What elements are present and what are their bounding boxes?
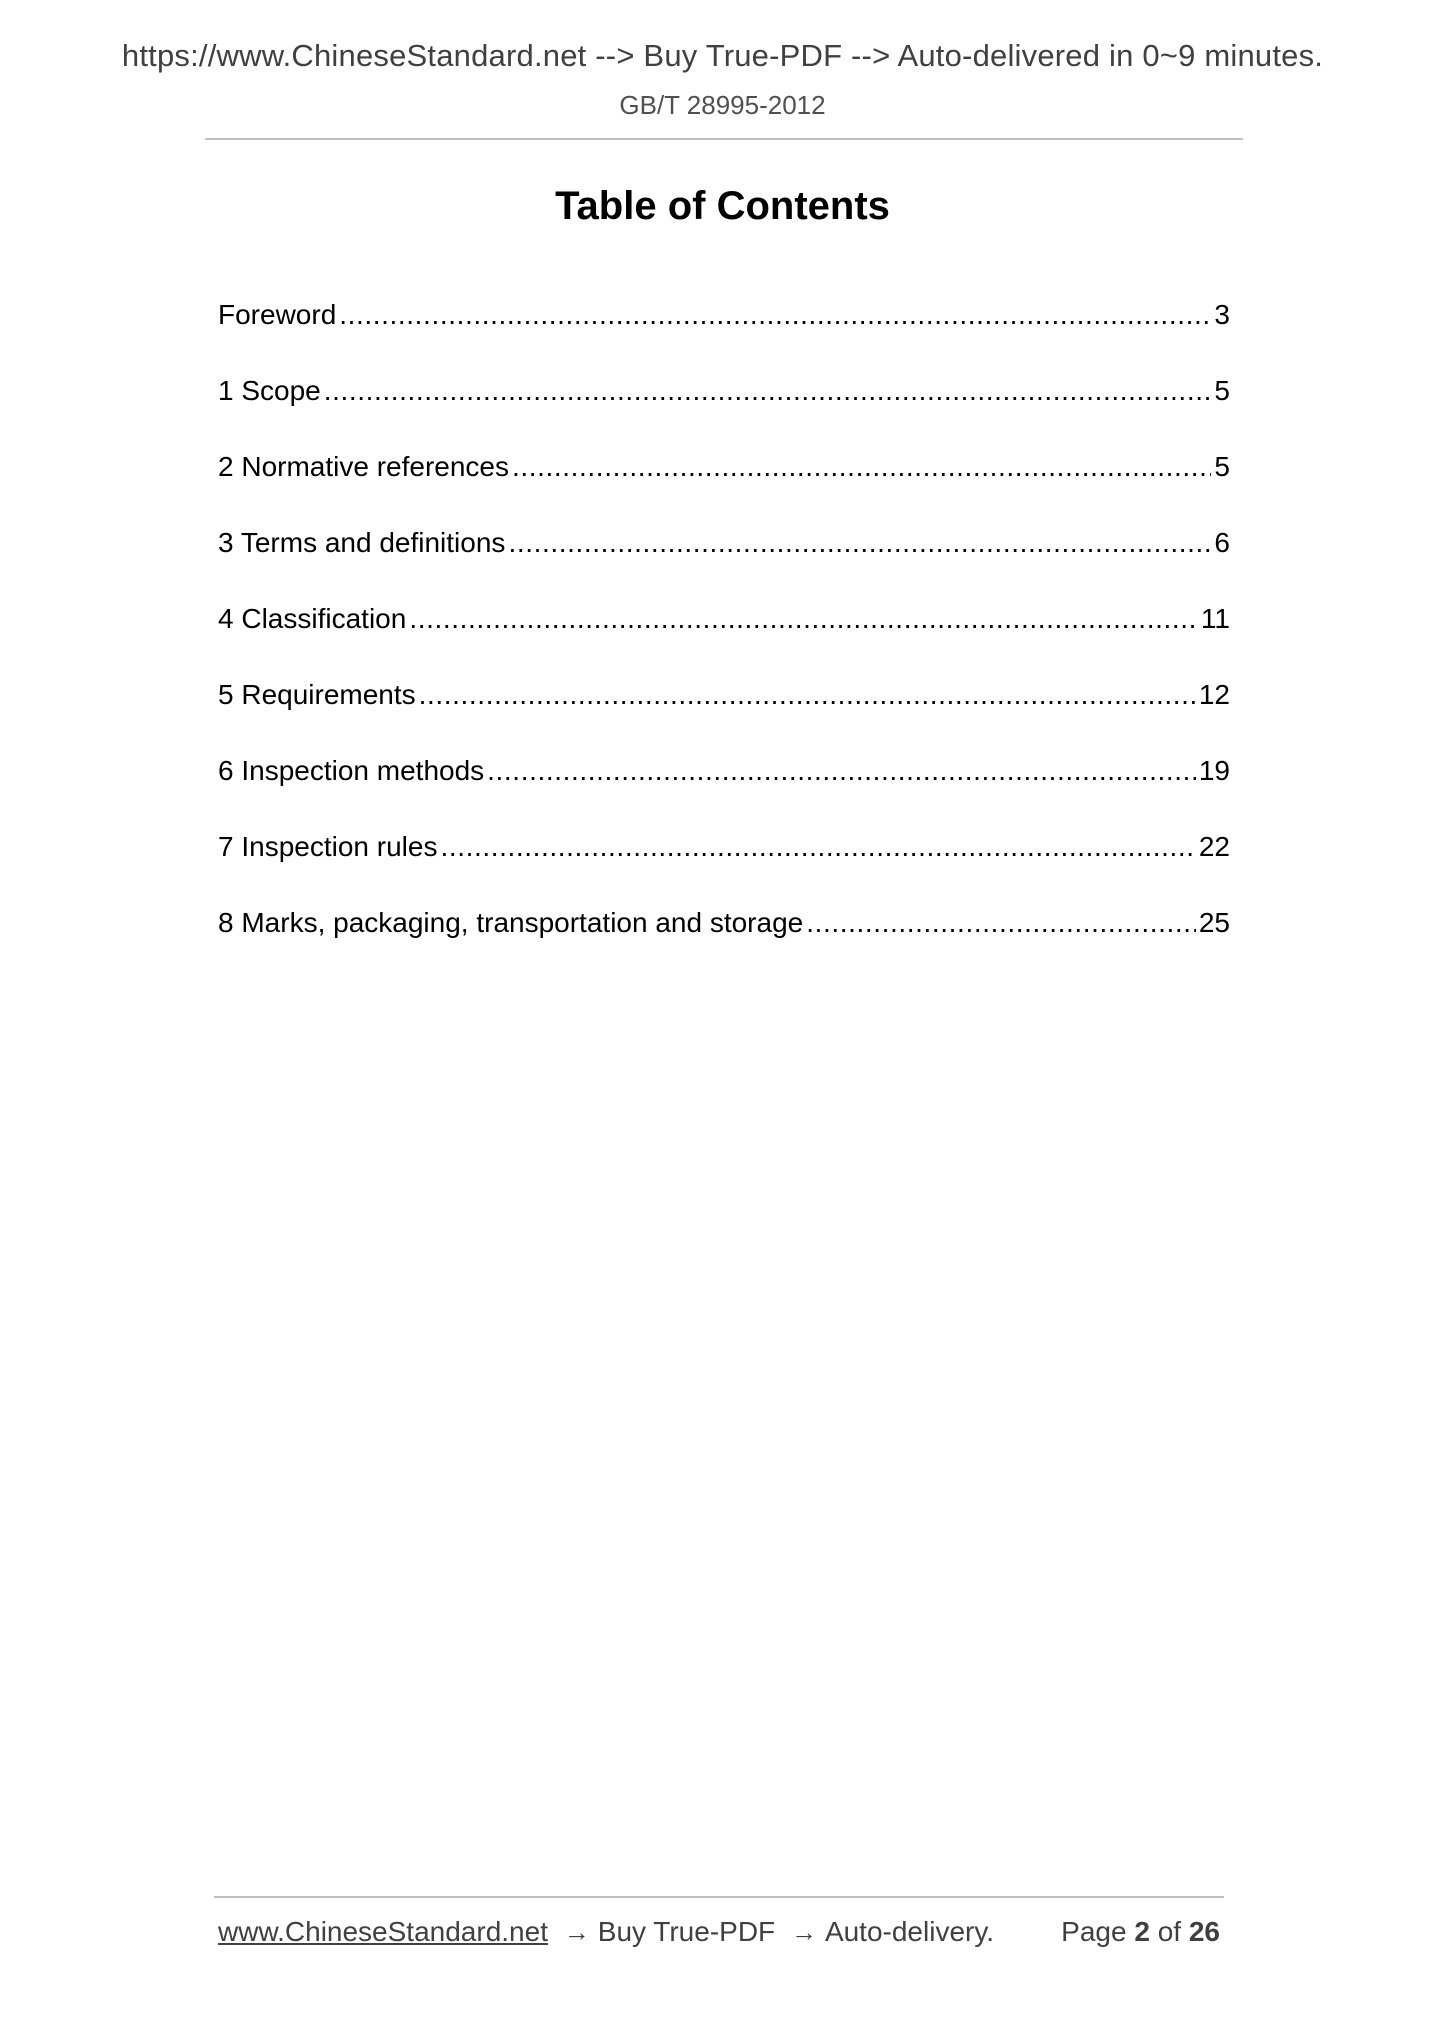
toc-entry-label: Foreword [218,299,337,330]
toc-entry-label: 7 Inspection rules [218,831,438,862]
toc-entry-label: 8 Marks, packaging, transportation and storage [218,907,804,938]
top-banner: https://www.ChineseStandard.net --> Buy True-PDF --> Auto-delivered in 0~9 minutes. [121,38,1324,73]
toc-entry-terms-and-definitions[interactable] [218,527,1230,603]
toc-entry-classification[interactable] [218,603,1230,679]
toc-dot-leader [512,451,1211,483]
arrow-right-icon: → [563,1917,590,1947]
toc-entry-scope[interactable] [218,375,1230,451]
toc-dot-leader [409,603,1198,635]
toc-entry-page: 5 [1214,451,1230,482]
current-page-number: 2 [1134,1916,1150,1947]
toc-entry-page: 3 [1214,299,1230,330]
toc-entry-page: 19 [1198,755,1230,786]
toc-entry-foreword[interactable] [218,299,1230,375]
page-word: Page [1061,1916,1127,1947]
toc-entry-label: 2 Normative references [218,451,510,482]
toc-entry-inspection-methods[interactable] [218,755,1230,831]
of-word: of [1157,1916,1182,1947]
toc-dot-leader [339,299,1211,331]
toc-dot-leader [419,679,1196,711]
auto-delivery-text: Auto-delivery. [824,1916,995,1947]
toc-dot-leader [440,831,1195,863]
document-code: GB/T 28995-2012 [619,90,826,120]
toc-dot-leader [487,755,1196,787]
toc-entry-requirements[interactable] [218,679,1230,755]
toc-entry-page: 12 [1198,679,1230,710]
toc-entry-label: 6 Inspection methods [218,755,485,786]
total-page-count: 26 [1188,1916,1220,1947]
toc-entry-label: 1 Scope [218,375,321,406]
buy-pdf-text: Buy True-PDF [597,1916,776,1947]
toc-dot-leader [508,527,1211,559]
footer-divider [214,1896,1224,1898]
toc-entry-label: 4 Classification [218,603,407,634]
header-divider [205,138,1243,140]
arrow-right-icon: → [790,1917,817,1947]
toc-title: Table of Contents [555,184,890,228]
toc-entry-page: 6 [1214,527,1230,558]
toc-entry-page: 25 [1198,907,1230,938]
toc-entry-inspection-rules[interactable] [218,831,1230,907]
toc-entry-normative-references[interactable] [218,451,1230,527]
toc-entry-label: 3 Terms and definitions [218,527,506,558]
toc-entry-page: 11 [1200,603,1230,634]
page-indicator [1061,1916,1220,1948]
toc-entry-page: 5 [1214,375,1230,406]
toc-dot-leader [324,375,1212,407]
footer-promo [218,1916,994,1948]
toc-list [218,299,1230,983]
toc-entry-page: 22 [1198,831,1230,862]
site-link[interactable]: www.ChineseStandard.net [218,1916,548,1947]
toc-entry-marks-packaging[interactable] [218,907,1230,983]
toc-dot-leader [806,907,1196,939]
toc-entry-label: 5 Requirements [218,679,416,710]
